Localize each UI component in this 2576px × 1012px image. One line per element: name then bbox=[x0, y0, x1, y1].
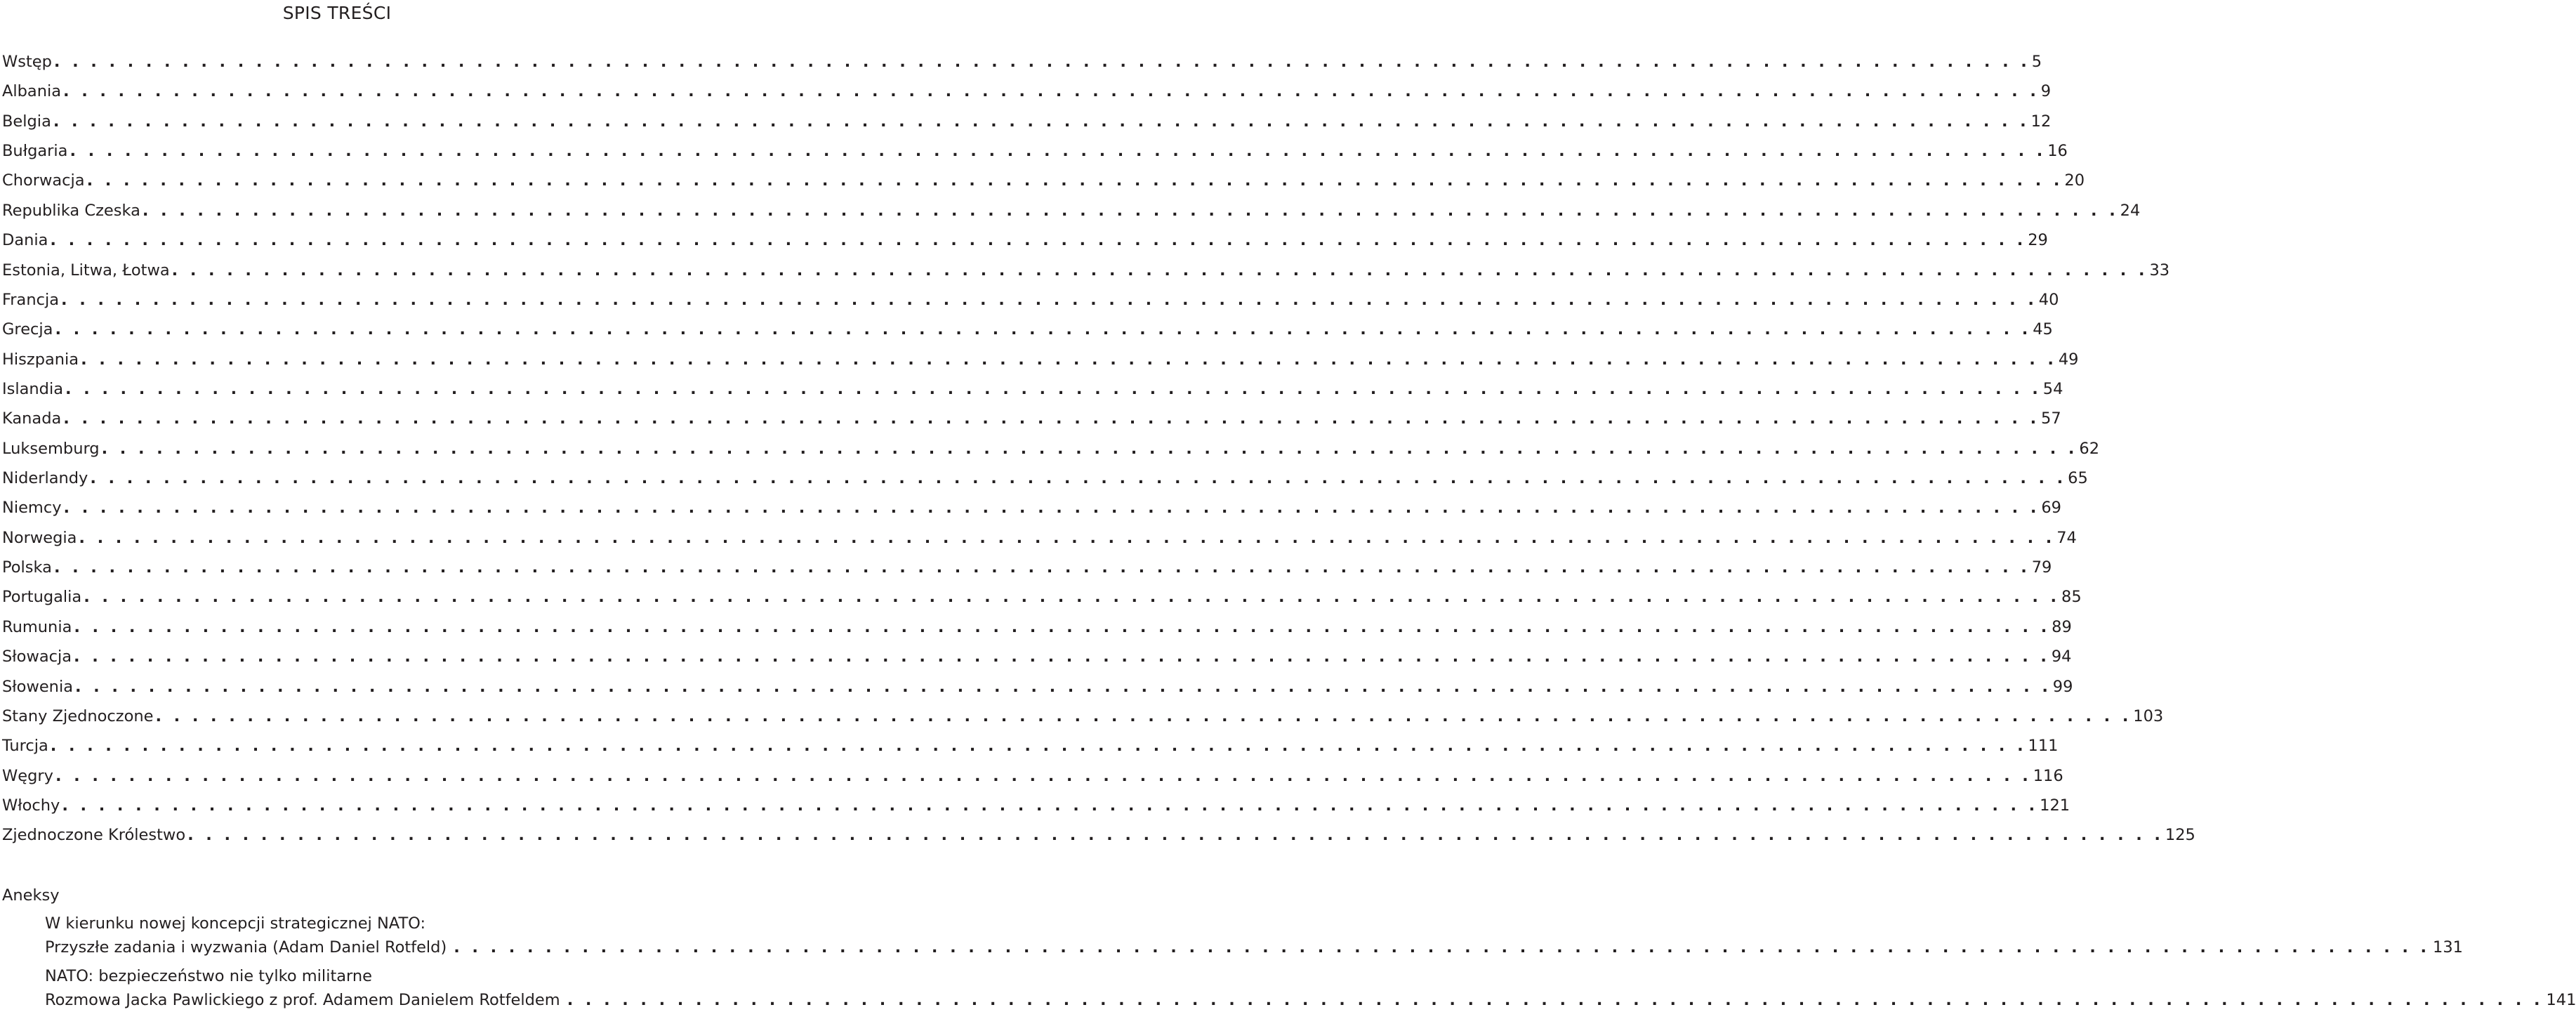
toc-entry-label: Francja bbox=[2, 290, 60, 309]
toc-entry-page: 12 bbox=[2030, 112, 2052, 131]
toc-entry-label: Niderlandy bbox=[2, 469, 88, 488]
toc-entry bbox=[2, 791, 2070, 820]
toc-entry-page: 89 bbox=[2052, 617, 2072, 636]
toc-entry bbox=[2, 702, 2164, 731]
toc-entry-page: 121 bbox=[2040, 796, 2070, 815]
dot-leader: . . . . . . . . . . . . . . . . . . . . . . . . . . . . . . . . . . . . . . . . . . . . . . . . . . . . . . . . . . . . . . . . . . . . . . . . . . . . . . . . . . . . . . . . . . . . . . . . . . . . . . . . . . . . bbox=[63, 409, 2040, 428]
toc-entry-page: 94 bbox=[2051, 648, 2072, 666]
annex-entry-subtitle: Rozmowa Jacka Pawlickiego z prof. Adamem Danielem Rotfeldem bbox=[45, 991, 560, 1009]
toc-entry-page: 49 bbox=[2058, 350, 2079, 369]
toc-entry bbox=[2, 345, 2079, 374]
toc-entry-label: Rumunia bbox=[2, 617, 72, 636]
toc-entry bbox=[2, 196, 2141, 225]
toc-entry bbox=[2, 77, 2052, 106]
toc-entry-page: 54 bbox=[2042, 379, 2063, 398]
dot-leader: . . . . . . . . . . . . . . . . . . . . . . . . . . . . . . . . . . . . . . . . . . . . . . . . . . . . . . . . . . . . . . . . . . . . . . . . . . . . . . . . . . . . . . . . . . . . . . . . . . . . . . . . . . . . bbox=[171, 261, 2148, 280]
dot-leader: . . . . . . . . . . . . . . . . . . . . . . . . . . . . . . . . . . . . . . . . . . . . . . . . . . . . . . . . . . . . . . . . . . . . . . . . . . . . . . . . . . . . . . . . . . . . . . . . . . . . . . . . . . . . bbox=[74, 648, 2050, 666]
toc-entry-label: Dania bbox=[2, 231, 48, 250]
toc-entry-label: Grecja bbox=[2, 320, 53, 339]
dot-leader: . . . . . . . . . . . . . . . . . . . . . . . . . . . . . . . . . . . . . . . . . . . . . . . . . . . . . . . . . . . . . . . . . . . . . . . . . . . . . . . . . . . . . . . . . . . . . . . . . . . . . . . . . . . . bbox=[86, 171, 2063, 190]
toc-entry-page: 116 bbox=[2033, 766, 2063, 785]
toc-entry bbox=[2, 166, 2085, 195]
dot-leader: . . . . . . . . . . . . . . . . . . . . . . . . . . . . . . . . . . . . . . . . . . . . . . . . . . . . . . . . . . . . . . . . . . . . . . . . . . . . . . . . . . . . . . . . . . . . . . . . . . . . . . . . . . . . bbox=[454, 938, 2431, 957]
dot-leader: . . . . . . . . . . . . . . . . . . . . . . . . . . . . . . . . . . . . . . . . . . . . . . . . . . . . . . . . . . . . . . . . . . . . . . . . . . . . . . . . . . . . . . . . . . . . . . . . . . . . . . . . . . . . bbox=[63, 82, 2040, 101]
dot-leader: . . . . . . . . . . . . . . . . . . . . . . . . . . . . . . . . . . . . . . . . . . . . . . . . . . . . . . . . . . . . . . . . . . . . . . . . . . . . . . . . . . . . . . . . . . . . . . . . . . . . . . . . . . . . bbox=[142, 201, 2119, 220]
dot-leader: . . . . . . . . . . . . . . . . . . . . . . . . . . . . . . . . . . . . . . . . . . . . . . . . . . . . . . . . . . . . . . . . . . . . . . . . . . . . . . . . . . . . . . . . . . . . . . . . . . . . . . . . . . . . bbox=[101, 439, 2078, 458]
dot-leader: . . . . . . . . . . . . . . . . . . . . . . . . . . . . . . . . . . . . . . . . . . . . . . . . . . . . . . . . . . . . . . . . . . . . . . . . . . . . . . . . . . . . . . . . . . . . . . . . . . . . . . . . . . . . bbox=[65, 379, 2042, 398]
toc-entry-page: 16 bbox=[2047, 142, 2068, 161]
toc-entry-page: 85 bbox=[2061, 588, 2082, 607]
dot-leader: . . . . . . . . . . . . . . . . . . . . . . . . . . . . . . . . . . . . . . . . . . . . . . . . . . . . . . . . . . . . . . . . . . . . . . . . . . . . . . . . . . . . . . . . . . . . . . . . . . . . . . . . . . . . bbox=[62, 796, 2039, 815]
toc-entry-label: Kanada bbox=[2, 409, 62, 428]
dot-leader: . . . . . . . . . . . . . . . . . . . . . . . . . . . . . . . . . . . . . . . . . . . . . . . . . . . . . . . . . . . . . . . . . . . . . . . . . . . . . . . . . . . . . . . . . . . . . . . . . . . . . . . . . . . . bbox=[61, 290, 2037, 309]
dot-leader: . . . . . . . . . . . . . . . . . . . . . . . . . . . . . . . . . . . . . . . . . . . . . . . . . . . . . . . . . . . . . . . . . . . . . . . . . . . . . . . . . . . . . . . . . . . . . . . . . . . . . . . . . . . . bbox=[84, 588, 2061, 607]
toc-entry-label: Islandia bbox=[2, 379, 63, 398]
annex-entry bbox=[45, 964, 2576, 1012]
toc-entry bbox=[2, 285, 2059, 315]
toc-entry-page: 99 bbox=[2052, 677, 2073, 696]
toc-entry bbox=[2, 642, 2072, 671]
toc-entry-label: Luksemburg bbox=[2, 439, 100, 458]
annex-entry-title: W kierunku nowej koncepcji strategicznej NATO: bbox=[45, 914, 426, 933]
toc-entry bbox=[2, 136, 2068, 166]
annex-entry-page: 141 bbox=[2546, 991, 2576, 1009]
toc-entry-page: 24 bbox=[2120, 201, 2141, 220]
toc-entry-label: Hiszpania bbox=[2, 350, 79, 369]
toc-entry-label: Republika Czeska bbox=[2, 201, 140, 220]
toc-entry-label: Słowacja bbox=[2, 648, 72, 666]
dot-leader: . . . . . . . . . . . . . . . . . . . . . . . . . . . . . . . . . . . . . . . . . . . . . . . . . . . . . . . . . . . . . . . . . . . . . . . . . . . . . . . . . . . . . . . . . . . . . . . . . . . . . . . . . . . . bbox=[50, 737, 2027, 756]
dot-leader: . . . . . . . . . . . . . . . . . . . . . . . . . . . . . . . . . . . . . . . . . . . . . . . . . . . . . . . . . . . . . . . . . . . . . . . . . . . . . . . . . . . . . . . . . . . . . . . . . . . . . . . . . . . . bbox=[155, 707, 2132, 725]
table-of-contents bbox=[2, 47, 2195, 850]
annex-heading: Aneksy bbox=[2, 886, 60, 905]
toc-entry-page: 20 bbox=[2064, 171, 2085, 190]
toc-entry bbox=[2, 47, 2042, 77]
toc-entry-label: Zjednoczone Królestwo bbox=[2, 826, 186, 845]
toc-entry-page: 33 bbox=[2149, 261, 2170, 280]
annex-entry-subtitle-row bbox=[45, 935, 2463, 959]
toc-entry-page: 74 bbox=[2056, 528, 2077, 547]
toc-entry-page: 29 bbox=[2028, 231, 2048, 250]
toc-entry-page: 5 bbox=[2031, 53, 2042, 71]
dot-leader: . . . . . . . . . . . . . . . . . . . . . . . . . . . . . . . . . . . . . . . . . . . . . . . . . . . . . . . . . . . . . . . . . . . . . . . . . . . . . . . . . . . . . . . . . . . . . . . . . . . . . . . . . . . . bbox=[55, 766, 2032, 785]
toc-entry-label: Estonia, Litwa, Łotwa bbox=[2, 261, 170, 280]
toc-entry-label: Turcja bbox=[2, 737, 48, 756]
toc-entry bbox=[2, 315, 2053, 344]
toc-entry bbox=[2, 553, 2052, 582]
dot-leader: . . . . . . . . . . . . . . . . . . . . . . . . . . . . . . . . . . . . . . . . . . . . . . . . . . . . . . . . . . . . . . . . . . . . . . . . . . . . . . . . . . . . . . . . . . . . . . . . . . . . . . . . . . . . bbox=[70, 142, 2047, 161]
toc-entry bbox=[2, 612, 2072, 642]
toc-entry bbox=[2, 225, 2048, 255]
toc-entry-label: Bułgaria bbox=[2, 142, 68, 161]
dot-leader: . . . . . . . . . . . . . . . . . . . . . . . . . . . . . . . . . . . . . . . . . . . . . . . . . . . . . . . . . . . . . . . . . . . . . . . . . . . . . . . . . . . . . . . . . . . . . . . . . . . . . . . . . . . . bbox=[50, 231, 2027, 250]
toc-entry-label: Stany Zjednoczone bbox=[2, 707, 154, 725]
toc-entry-label: Albania bbox=[2, 82, 62, 101]
toc-entry-page: 69 bbox=[2041, 499, 2061, 518]
dot-leader: . . . . . . . . . . . . . . . . . . . . . . . . . . . . . . . . . . . . . . . . . . . . . . . . . . . . . . . . . . . . . . . . . . . . . . . . . . . . . . . . . . . . . . . . . . . . . . . . . . . . . . . . . . . . bbox=[53, 53, 2030, 71]
toc-entry-label: Belgia bbox=[2, 112, 51, 131]
annex-entry-page: 131 bbox=[2433, 938, 2463, 957]
toc-entry-page: 103 bbox=[2133, 707, 2164, 725]
toc-entry-label: Niemcy bbox=[2, 499, 62, 518]
toc-entry-label: Norwegia bbox=[2, 528, 77, 547]
dot-leader: . . . . . . . . . . . . . . . . . . . . . . . . . . . . . . . . . . . . . . . . . . . . . . . . . . . . . . . . . . . . . . . . . . . . . . . . . . . . . . . . . . . . . . . . . . . . . . . . . . . . . . . . . . . . bbox=[90, 469, 2067, 488]
toc-entry bbox=[2, 523, 2077, 553]
annex-entry bbox=[45, 912, 2463, 959]
toc-entry-label: Włochy bbox=[2, 796, 60, 815]
toc-entry-page: 57 bbox=[2041, 409, 2061, 428]
annex-entry-subtitle: Przyszłe zadania i wyzwania (Adam Daniel Rotfeld) bbox=[45, 938, 447, 957]
dot-leader: . . . . . . . . . . . . . . . . . . . . . . . . . . . . . . . . . . . . . . . . . . . . . . . . . . . . . . . . . . . . . . . . . . . . . . . . . . . . . . . . . . . . . . . . . . . . . . . . . . . . . . . . . . . . bbox=[55, 320, 2032, 339]
toc-entry-page: 111 bbox=[2028, 737, 2059, 756]
toc-entry-label: Słowenia bbox=[2, 677, 73, 696]
dot-leader: . . . . . . . . . . . . . . . . . . . . . . . . . . . . . . . . . . . . . . . . . . . . . . . . . . . . . . . . . . . . . . . . . . . . . . . . . . . . . . . . . . . . . . . . . . . . . . . . . . . . . . . . . . . . bbox=[53, 558, 2030, 577]
toc-entry bbox=[2, 731, 2059, 761]
toc-entry bbox=[2, 672, 2073, 702]
toc-entry-page: 79 bbox=[2031, 558, 2052, 577]
toc-entry bbox=[2, 582, 2082, 612]
toc-entry-page: 62 bbox=[2079, 439, 2100, 458]
toc-entry-label: Portugalia bbox=[2, 588, 82, 607]
toc-entry-page: 45 bbox=[2033, 320, 2053, 339]
toc-entry-page: 125 bbox=[2165, 826, 2195, 845]
dot-leader: . . . . . . . . . . . . . . . . . . . . . . . . . . . . . . . . . . . . . . . . . . . . . . . . . . . . . . . . . . . . . . . . . . . . . . . . . . . . . . . . . . . . . . . . . . . . . . . . . . . . . . . . . . . . bbox=[63, 499, 2040, 518]
dot-leader: . . . . . . . . . . . . . . . . . . . . . . . . . . . . . . . . . . . . . . . . . . . . . . . . . . . . . . . . . . . . . . . . . . . . . . . . . . . . . . . . . . . . . . . . . . . . . . . . . . . . . . . . . . . . bbox=[53, 112, 2030, 131]
dot-leader: . . . . . . . . . . . . . . . . . . . . . . . . . . . . . . . . . . . . . . . . . . . . . . . . . . . . . . . . . . . . . . . . . . . . . . . . . . . . . . . . . . . . . . . . . . . . . . . . . . . . . . . . . . . . bbox=[79, 528, 2056, 547]
toc-entry bbox=[2, 434, 2100, 464]
toc-entry-label: Wstęp bbox=[2, 53, 52, 71]
toc-entry bbox=[2, 820, 2195, 850]
toc-entry bbox=[2, 374, 2063, 404]
page-title: SPIS TREŚCI bbox=[282, 3, 392, 23]
annex-entry-title: NATO: bezpieczeństwo nie tylko militarne bbox=[45, 967, 373, 985]
toc-entry-label: Polska bbox=[2, 558, 52, 577]
dot-leader: . . . . . . . . . . . . . . . . . . . . . . . . . . . . . . . . . . . . . . . . . . . . . . . . . . . . . . . . . . . . . . . . . . . . . . . . . . . . . . . . . . . . . . . . . . . . . . . . . . . . . . . . . . . . bbox=[74, 617, 2051, 636]
toc-entry bbox=[2, 107, 2052, 136]
dot-leader: . . . . . . . . . . . . . . . . . . . . . . . . . . . . . . . . . . . . . . . . . . . . . . . . . . . . . . . . . . . . . . . . . . . . . . . . . . . . . . . . . . . . . . . . . . . . . . . . . . . . . . . . . . . . bbox=[187, 826, 2164, 845]
toc-entry bbox=[2, 464, 2088, 493]
toc-entry bbox=[2, 761, 2063, 791]
toc-entry bbox=[2, 256, 2170, 285]
toc-entry-label: Chorwacja bbox=[2, 171, 85, 190]
toc-entry-page: 65 bbox=[2068, 469, 2088, 488]
toc-entry-page: 40 bbox=[2038, 290, 2059, 309]
dot-leader: . . . . . . . . . . . . . . . . . . . . . . . . . . . . . . . . . . . . . . . . . . . . . . . . . . . . . . . . . . . . . . . . . . . . . . . . . . . . . . . . . . . . . . . . . . . . . . . . . . . . . . . . . . . . bbox=[567, 991, 2544, 1009]
dot-leader: . . . . . . . . . . . . . . . . . . . . . . . . . . . . . . . . . . . . . . . . . . . . . . . . . . . . . . . . . . . . . . . . . . . . . . . . . . . . . . . . . . . . . . . . . . . . . . . . . . . . . . . . . . . . bbox=[81, 350, 2057, 369]
toc-entry bbox=[2, 404, 2061, 433]
toc-entry-label: Węgry bbox=[2, 766, 53, 785]
toc-entry-page: 9 bbox=[2040, 82, 2052, 101]
annex-entry-subtitle-row bbox=[45, 988, 2576, 1012]
dot-leader: . . . . . . . . . . . . . . . . . . . . . . . . . . . . . . . . . . . . . . . . . . . . . . . . . . . . . . . . . . . . . . . . . . . . . . . . . . . . . . . . . . . . . . . . . . . . . . . . . . . . . . . . . . . . bbox=[75, 677, 2052, 696]
toc-entry bbox=[2, 493, 2061, 523]
